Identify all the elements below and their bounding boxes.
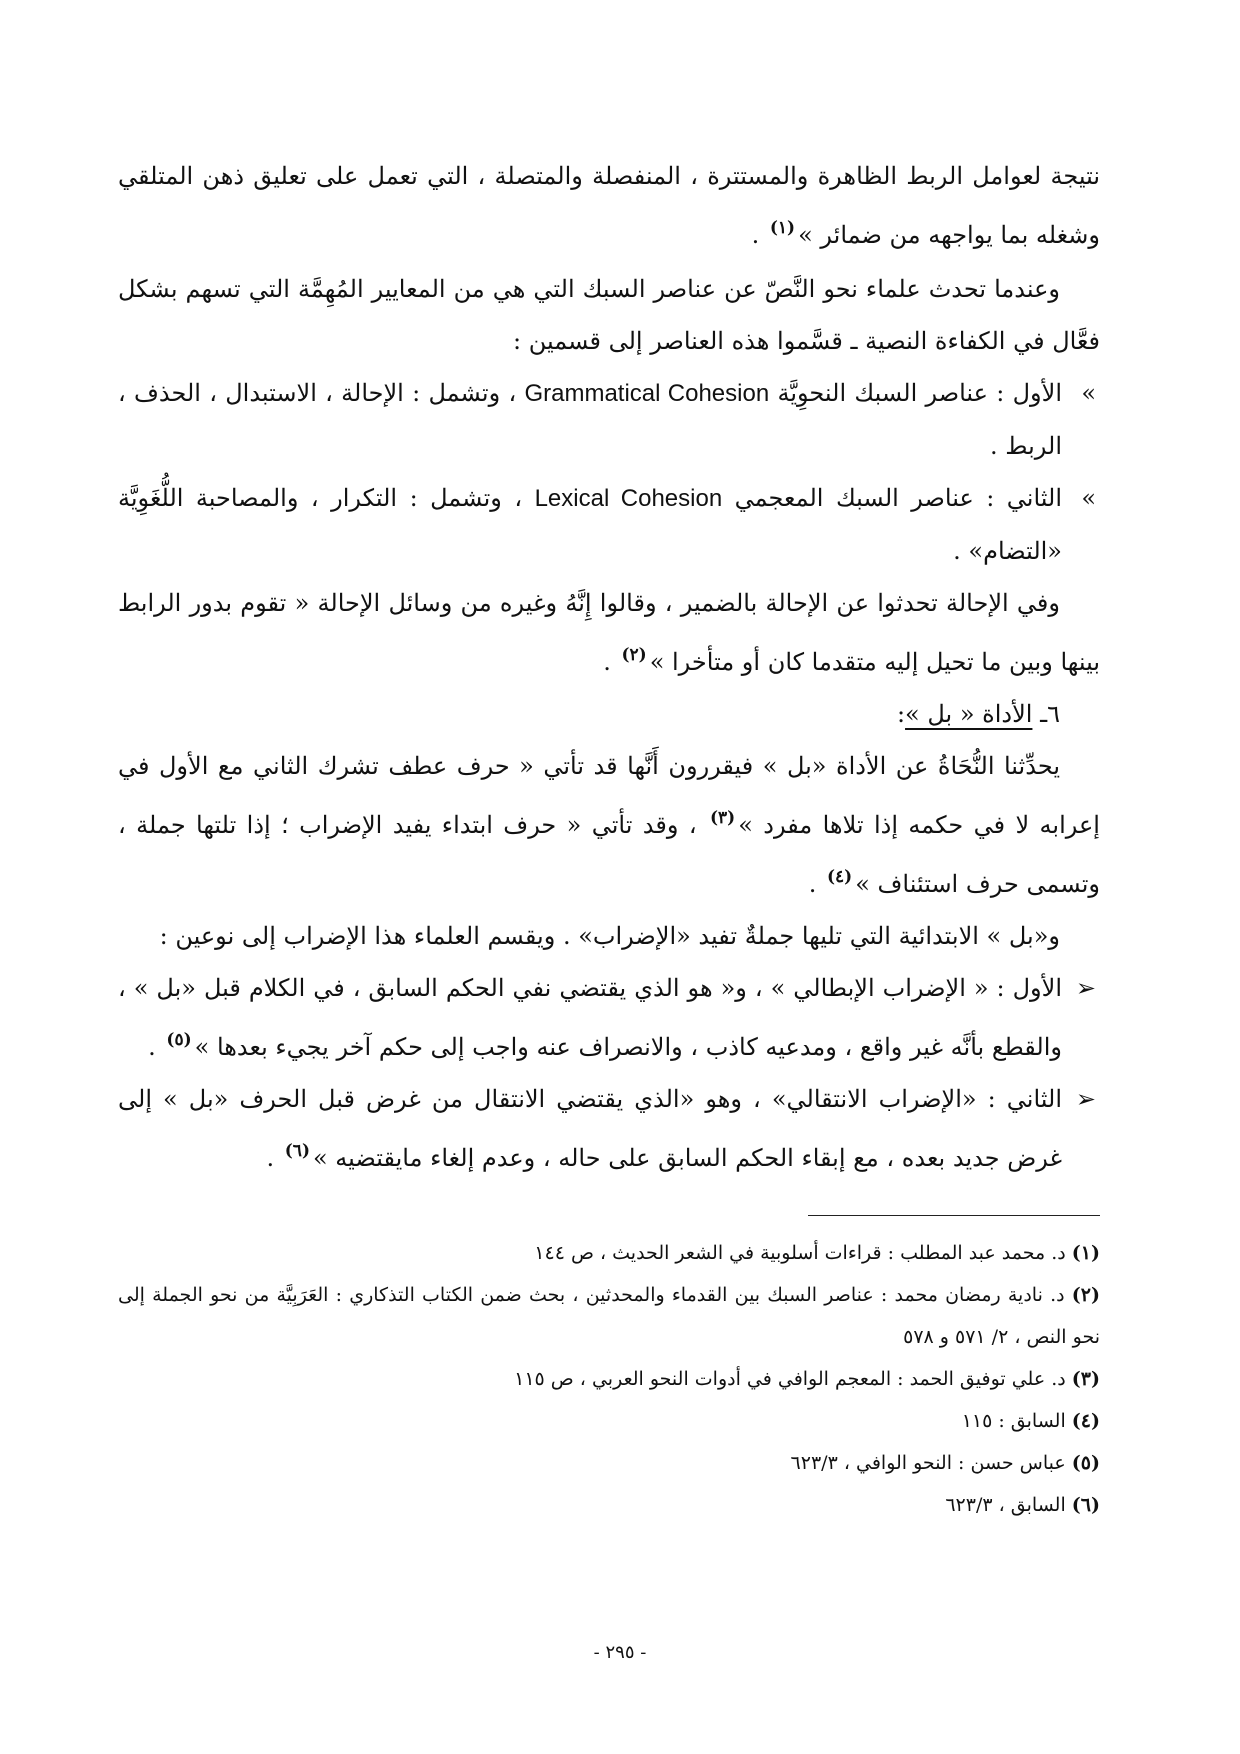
footnote-ref-4[interactable]: (٤)	[826, 867, 853, 887]
paragraph-end: .	[751, 221, 767, 249]
section-number: ٦ـ	[1040, 700, 1060, 728]
list-item-lexical-cohesion	[118, 472, 1100, 577]
paragraph-1	[118, 150, 1100, 261]
quote-bullet-icon: »	[1081, 484, 1096, 512]
arrowhead-bullet-icon: ➢	[1075, 1085, 1096, 1113]
list-item-text: الأول : « الإضراب الإبطالي » ، و« هو الذي يقتضي نفي الحكم السابق ، في الكلام قبل «بل » ، والقطع بأنَّه غير واقع ، ومدعيه كاذب ، والانصراف عنه واجب إلى حكم آخر يجيء بعدها »	[118, 974, 1062, 1061]
footnote-text: د. محمد عبد المطلب : قراءات أسلوبية في الشعر الحديث ، ص ١٤٤	[534, 1242, 1066, 1264]
footnote-number: (٦)	[1071, 1494, 1100, 1516]
footnote-number: (٥)	[1071, 1452, 1100, 1474]
footnote-text: السابق : ١١٥	[961, 1410, 1066, 1432]
footnote-ref-5[interactable]: (٥)	[166, 1030, 192, 1050]
footnote-2	[118, 1274, 1100, 1358]
footnote-number: (٤)	[1071, 1410, 1100, 1432]
paragraph-end: .	[603, 648, 619, 676]
footnote-4	[118, 1400, 1100, 1442]
page-body	[118, 150, 1100, 1184]
footnote-ref-1[interactable]: (١)	[769, 218, 796, 238]
footnote-ref-3[interactable]: (٣)	[709, 808, 736, 828]
footnote-text: د. نادية رمضان محمد : عناصر السبك بين القدماء والمحدثين ، بحث ضمن الكتاب التذكاري : العَرَبِيَّة من نحو الجملة إلى نحو النص ، ٢/ ٥٧١ و ٥٧٨	[118, 1284, 1100, 1348]
paragraph-3	[118, 577, 1100, 688]
footnote-3	[118, 1358, 1100, 1400]
list-item-end: .	[148, 1033, 164, 1061]
footnote-text: د. علي توفيق الحمد : المعجم الوافي في أدوات النحو العربي ، ص ١١٥	[514, 1368, 1066, 1390]
paragraph-text: نتيجة لعوامل الربط الظاهرة والمستترة ، المنفصلة والمتصلة ، التي تعمل على تعليق ذهن المتلقي وشغله بما يواجهه من ضمائر »	[118, 162, 1100, 249]
footnote-1	[118, 1232, 1100, 1274]
footnote-5	[118, 1442, 1100, 1484]
quote-bullet-icon: »	[1081, 379, 1096, 407]
paragraph-text: يحدِّثنا النُّحَاةُ عن الأداة «بل » فيقررون أَنَّها قد تأتي « حرف عطف تشرك الثاني مع الأول في إعرابه لا في حكمه إذا تلاها مفرد »	[118, 752, 1100, 839]
footnotes	[118, 1232, 1100, 1526]
footnote-6	[118, 1484, 1100, 1526]
list-item-grammatical-cohesion	[118, 367, 1100, 472]
footnote-ref-2[interactable]: (٢)	[621, 645, 647, 665]
arrowhead-bullet-icon: ➢	[1075, 974, 1096, 1002]
footnote-text: عباس حسن : النحو الوافي ، ٦٢٣/٣	[790, 1452, 1066, 1474]
paragraph-end: .	[808, 870, 824, 898]
paragraph-text: ، وقد تأتي « حرف ابتداء يفيد الإضراب ؛ إذا تلتها جملة ، وتسمى حرف استئناف »	[118, 811, 1100, 898]
footnote-number: (٢)	[1071, 1284, 1100, 1306]
list-item-text: ، وتشمل : الإحالة ، الاستبدال ، الحذف ، الربط .	[118, 379, 1062, 460]
section-colon: :	[896, 700, 906, 728]
list-item-text: الثاني : عناصر السبك المعجمي	[734, 484, 1063, 512]
list-item-text: الثاني : «الإضراب الانتقالي» ، وهو «الذي يقتضي الانتقال من غرض قبل الحرف «بل » إلى غرض جديد بعده ، مع إبقاء الحكم السابق على حاله ، وعدم إلغاء مايقتضيه »	[118, 1085, 1063, 1172]
section-title: الأداة « بل »	[905, 700, 1033, 728]
section-heading	[118, 688, 1100, 740]
paragraph-text: وعندما تحدث علماء نحو النَّصّ عن عناصر السبك التي هي من المعايير المُهِمَّة التي تسهم بشكل فعَّال في الكفاءة النصية ـ قسَّموا هذه العناصر إلى قسمين :	[118, 275, 1100, 355]
list-item-text: الأول : عناصر السبك النحوِيَّة	[777, 379, 1062, 407]
list-item-text: ، وتشمل : التكرار ، والمصاحبة اللُّغَوِيَّة «التضام» .	[118, 484, 1062, 565]
paragraph-4	[118, 740, 1100, 910]
paragraph-5	[118, 910, 1100, 962]
footnote-separator	[808, 1215, 1100, 1216]
footnote-text: السابق ، ٦٢٣/٣	[945, 1494, 1066, 1516]
list-item-intiqali	[118, 1073, 1100, 1184]
english-term: Lexical Cohesion	[534, 485, 723, 512]
paragraph-text: و«بل » الابتدائية التي تليها جملةٌ تفيد «الإضراب» . ويقسم العلماء هذا الإضراب إلى نوعين :	[159, 922, 1060, 950]
list-item-ibtali	[118, 962, 1100, 1073]
paragraph-text: وفي الإحالة تحدثوا عن الإحالة بالضمير ، وقالوا إِنَّهُ وغيره من وسائل الإحالة « تقوم بدور الرابط بينها وبين ما تحيل إليه متقدما كان أو متأخرا »	[118, 589, 1100, 676]
page-number: - ٢٩٥ -	[593, 1642, 647, 1663]
footnote-number: (٣)	[1071, 1368, 1100, 1390]
footnote-ref-6[interactable]: (٦)	[284, 1141, 310, 1161]
list-item-end: .	[266, 1144, 282, 1172]
english-term: Grammatical Cohesion	[524, 380, 770, 407]
footnote-number: (١)	[1071, 1242, 1100, 1264]
paragraph-2	[118, 263, 1100, 367]
